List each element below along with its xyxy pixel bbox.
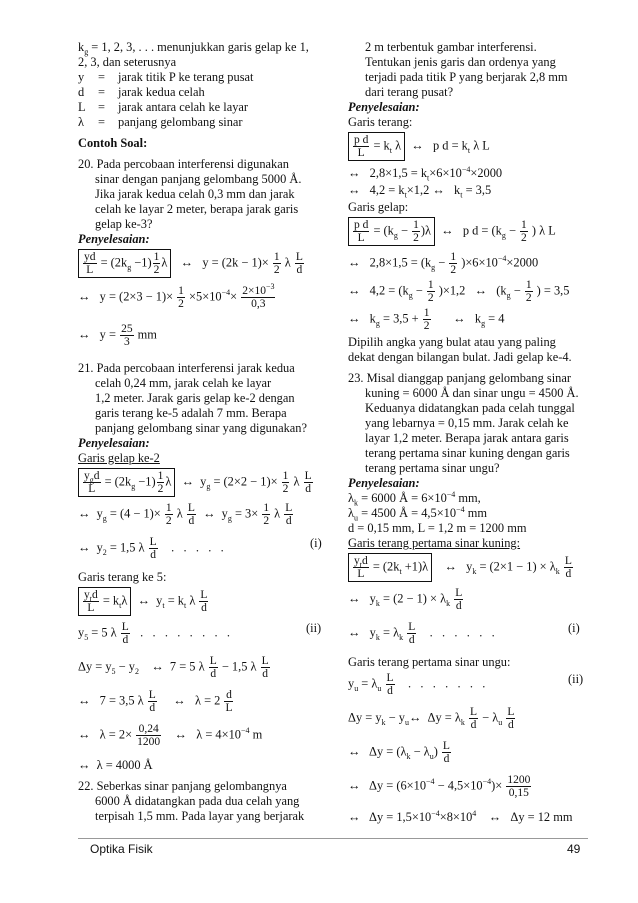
q22-formula-1: $\frac{\text{p d}}{L}$ = $k_t$ λ ↔ p $d = k_t$ λ L	[348, 132, 610, 164]
q22-line-4: 2 m terbentuk gambar interferensi.	[365, 40, 537, 54]
q22-bright-label: Garis terang:	[348, 115, 413, 129]
q21-line-3: 1,2 meter. Jarak garis gelap ke-2 dengan	[95, 391, 295, 405]
q21-bright-label: Garis terang ke 5:	[78, 570, 167, 584]
q21-formula-6: $\Delta y = y_5 - y_2$ ↔ 7 = 5 λ $\frac{L}{d}$ − 1,5 λ $\frac{L}{d}$	[78, 655, 269, 680]
q22-conclusion-2: dekat dengan bilangan bulat. Jadi gelap ke-4.	[348, 350, 572, 364]
definition-y: y = jarak titik P ke terang pusat	[78, 70, 254, 84]
q21-formula-1: $\frac{y_gd}{L}$ = $(2k_g -1)$ $\frac{1}{2}$ λ ↔ $y_g = (2\times 2 - 1)\times$ $\frac{1}{2}$ λ $\frac{L}{d}$	[78, 468, 340, 500]
q21-formula-3: ↔ $y_2 = 1,5$ λ $\frac{L}{d}$ . . . . . (i)	[78, 536, 322, 561]
q22-formula-4: $\frac{\text{p d}}{L}$ = ($k_g$ − $\frac{1}{2}$ )λ ↔ p $d = (k_g$ − $\frac{1}{2}$ ) λ L	[348, 217, 610, 249]
q21-answer: ↔ λ = 4000 Å	[78, 758, 153, 772]
q21-line-2: celah 0,24 mm, jarak celah ke layar	[95, 376, 272, 390]
definition-lambda: λ = panjang gelombang sinar	[78, 115, 243, 129]
footer-title: Optika Fisik	[90, 842, 153, 856]
right-column	[348, 40, 610, 827]
page-number: 49	[567, 842, 581, 856]
q23-violet-label: Garis terang pertama sinar ungu:	[348, 655, 511, 669]
q23-formula-5: $\Delta y = y_k$ − $y_u\leftrightarrow$ $\Delta y = \lambda_k$ $\frac{L}{d}$ − $\lambda_u$ $\frac{L}{d}$	[348, 706, 515, 731]
q22-formula-2: ↔ $2,8\times 1,5 = k_t\times 6\times 10^{-4}\times 2000$	[348, 164, 503, 183]
q22-line-7: dari terang pusat?	[365, 85, 454, 99]
example-heading: Contoh Soal:	[78, 136, 148, 150]
q22-formula-3: ↔ $4,2 = k_t\times 1,2$ ↔ $k_t = 3,5$	[348, 183, 492, 200]
q23-line-5: layar 1,2 meter. Berapa jarak antara garis	[365, 431, 569, 445]
q20-solution-label: Penyelesaian:	[78, 232, 150, 246]
q23-line-6: terang pertama sinar kuning dengan garis	[365, 446, 570, 460]
q23-formula-7: ↔ $\Delta y = (6\times 10^{-4} - 4,5\times 10^{-4})\times$ $\frac{1200}{0,15}$	[348, 774, 531, 799]
intro-line-1: $k_g = 1$, 2, 3, . . . menunjukkan garis gelap ke 1,	[78, 40, 309, 57]
left-column	[78, 40, 340, 824]
q21-line-5: panjang gelombang sinar yang digunakan?	[95, 421, 307, 435]
q20-line-3: Jika jarak kedua celah 0,3 mm dan jarak	[95, 187, 295, 201]
footer-rule	[78, 838, 588, 839]
q23-formula-3: ↔ $y_k = \lambda_k$ $\frac{L}{d}$ . . . . . . (i)	[348, 621, 580, 646]
q23-formula-6: ↔ $\Delta y = (\lambda_k - \lambda_u)$ $\frac{L}{d}$	[348, 740, 450, 765]
q22-formula-5: ↔ $2,8\times 1,5 = (k_g$ − $\frac{1}{2}$ )$\times 6\times 10^{-4}\times 2000$	[348, 251, 539, 276]
definition-L: L = jarak antara celah ke layar	[78, 100, 249, 114]
q23-line-2: kuning = 6000 Å dan sinar ungu = 4500 Å.	[365, 386, 579, 400]
q22-line-6: terjadi pada titik P yang berjarak 2,8 mm	[365, 70, 568, 84]
q20-line-2: sinar dengan panjang gelombang 5000 Å.	[95, 172, 302, 186]
q22-line-5: Tentukan jenis garis dan ordenya yang	[365, 55, 556, 69]
q21-line-4: garis terang ke-5 adalah 7 mm. Berapa	[95, 406, 287, 420]
q23-solution-label: Penyelesaian:	[348, 476, 420, 490]
q21-solution-label: Penyelesaian:	[78, 436, 150, 450]
q20-formula-1: $\frac{yd}{L}$ = $(2k_g -1)$ $\frac{1}{2}$ λ ↔ y = (2k − 1)× $\frac{1}{2}$ λ $\frac{L}{d}$	[78, 249, 340, 283]
q23-formula-8: ↔ $\Delta y = 1,5\times 10^{-4}\times 8\times 10^4$ ↔ Δy = 12 mm	[348, 808, 573, 824]
q21-formula-5: $y_5 = 5$ λ $\frac{L}{d}$ . . . . . . . . (ii)	[78, 621, 322, 646]
q20-line-4: celah ke layar 2 meter, berapa jarak garis	[95, 202, 299, 216]
q23-formula-2: ↔ $y_k = (2 - 1) \times \lambda_k$ $\frac{L}{d}$	[348, 587, 463, 612]
q22-solution-label: Penyelesaian:	[348, 100, 420, 114]
q21-formula-7: ↔ 7 = 3,5 λ $\frac{L}{d}$ ↔ λ = 2 $\frac{d}{L}$	[78, 689, 233, 714]
q23-line-4: yang lebarnya = 0,15 mm. Jarak celah ke	[365, 416, 569, 430]
q22-line-3: terpisah 1,5 mm. Pada layar yang berjarak	[95, 809, 305, 823]
q21-formula-4: $\frac{y_td}{L}$ = $k_t\lambda$ ↔ $y_t = k_t$ λ $\frac{L}{d}$	[78, 587, 340, 619]
q21-dark-label: Garis gelap ke-2	[78, 451, 160, 465]
q23-given-2: $\lambda_u = 4500$ Å = $4,5\times 10^{-4}$ mm	[348, 504, 487, 523]
intro-line-2: 2, 3, dan seterusnya	[78, 55, 177, 69]
q23-given-3: d = 0,15 mm, L = 1,2 m = 1200 mm	[348, 521, 527, 535]
q20-formula-2: ↔ y = (2×3 − 1)× $\frac{1}{2}$ $\times 5\times 10^{-4}\times$ $\frac{2\times 10^{-3}}{0,3}$	[78, 282, 275, 310]
q21-line-1: 21. Pada percobaan interferensi jarak kedua	[78, 361, 295, 375]
q21-formula-2: ↔ $y_g = (4 - 1)\times$ $\frac{1}{2}$ λ $\frac{L}{d}$ ↔ $y_g = 3\times$ $\frac{1}{2}$ λ $\frac{L}{d}$	[78, 502, 293, 527]
q23-given-1: $\lambda_k = 6000$ Å = $6\times 10^{-4}$ mm,	[348, 489, 481, 508]
q22-conclusion-1: Dipilih angka yang bulat atau yang paling	[348, 335, 556, 349]
q20-formula-3: ↔ y = $\frac{25}{3}$ mm	[78, 323, 157, 348]
q21-formula-8: ↔ λ = 2× $\frac{0,24}{1200}$ ↔ $\lambda = 4\times 10^{-4}$ m	[78, 723, 263, 748]
q23-formula-1: $\frac{y_td}{L}$ = $(2k_t +1)\lambda$ ↔ $y_k = (2\times 1 - 1) \times \lambda_k$ $\frac{L}{d}$	[348, 553, 610, 585]
q23-yellow-label: Garis terang pertama sinar kuning:	[348, 536, 521, 550]
q23-formula-4: $y_u = \lambda_u$ $\frac{L}{d}$ . . . . . . . (ii)	[348, 672, 584, 697]
q22-formula-6: ↔ $4,2 = (k_g$ − $\frac{1}{2}$ )×1,2 ↔ ($k_g$ − $\frac{1}{2}$ ) = 3,5	[348, 279, 570, 304]
q23-line-7: terang pertama sinar ungu?	[365, 461, 500, 475]
q22-formula-7: ↔ $k_g = 3,5$ + $\frac{1}{2}$ ↔ $k_g = 4$	[348, 307, 505, 332]
q23-line-3: Keduanya didatangkan pada celah tunggal	[365, 401, 575, 415]
q22-dark-label: Garis gelap:	[348, 200, 409, 214]
q23-line-1: 23. Misal dianggap panjang gelombang sinar	[348, 371, 572, 385]
q20-line-1: 20. Pada percobaan interferensi digunakan	[78, 157, 289, 171]
q20-line-5: gelap ke-3?	[95, 217, 153, 231]
q22-line-2: 6000 Å didatangkan pada dua celah yang	[95, 794, 300, 808]
definition-d: d = jarak kedua celah	[78, 85, 205, 99]
q22-line-1: 22. Seberkas sinar panjang gelombangnya	[78, 779, 287, 793]
